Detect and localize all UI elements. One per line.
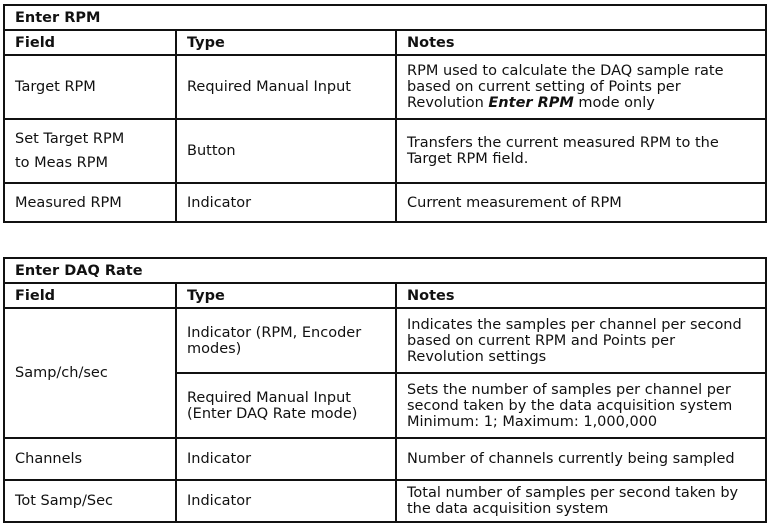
mode-emphasis: Enter RPM bbox=[488, 95, 574, 111]
field-cell bbox=[4, 119, 176, 183]
field-cell: Target RPM bbox=[4, 55, 176, 119]
notes-cell bbox=[396, 55, 766, 119]
table-row bbox=[4, 119, 766, 183]
enter-daq-rate-table bbox=[3, 257, 767, 523]
header-field: Field bbox=[4, 283, 176, 308]
table-title: Enter DAQ Rate bbox=[4, 258, 766, 283]
table-row bbox=[4, 308, 766, 373]
header-notes: Notes bbox=[396, 283, 766, 308]
type-cell: Button bbox=[176, 119, 396, 183]
header-notes: Notes bbox=[396, 30, 766, 55]
notes-cell: Total number of samples per second taken by the data acquisition system bbox=[396, 480, 766, 522]
table-row bbox=[4, 480, 766, 522]
header-type: Type bbox=[176, 283, 396, 308]
table-row bbox=[4, 438, 766, 480]
field-cell: Samp/ch/sec bbox=[4, 308, 176, 438]
field-line-2: to Meas RPM bbox=[15, 155, 108, 171]
notes-cell: Indicates the samples per channel per second based on current RPM and Points per Revolution settings bbox=[396, 308, 766, 373]
type-cell: Indicator bbox=[176, 438, 396, 480]
type-cell: Required Manual Input (Enter DAQ Rate mode) bbox=[176, 373, 396, 438]
notes-cell: Sets the number of samples per channel per second taken by the data acquisition system Minimum: 1; Maximum: 1,000,000 bbox=[396, 373, 766, 438]
notes-text-suffix: mode only bbox=[573, 95, 655, 111]
enter-rpm-table bbox=[3, 4, 767, 223]
type-cell: Indicator bbox=[176, 480, 396, 522]
notes-cell: Transfers the current measured RPM to the Target RPM field. bbox=[396, 119, 766, 183]
type-cell: Indicator bbox=[176, 183, 396, 222]
table-row bbox=[4, 183, 766, 222]
notes-cell: Number of channels currently being sampled bbox=[396, 438, 766, 480]
type-cell: Required Manual Input bbox=[176, 55, 396, 119]
header-field: Field bbox=[4, 30, 176, 55]
field-cell: Channels bbox=[4, 438, 176, 480]
field-cell: Measured RPM bbox=[4, 183, 176, 222]
field-cell: Tot Samp/Sec bbox=[4, 480, 176, 522]
notes-text: RPM used to calculate the DAQ sample rate based on current setting of Points per Revolution bbox=[407, 63, 724, 111]
type-cell: Indicator (RPM, Encoder modes) bbox=[176, 308, 396, 373]
field-line-1: Set Target RPM bbox=[15, 131, 125, 147]
table-title: Enter RPM bbox=[4, 5, 766, 30]
notes-cell: Current measurement of RPM bbox=[396, 183, 766, 222]
table-row bbox=[4, 55, 766, 119]
header-type: Type bbox=[176, 30, 396, 55]
